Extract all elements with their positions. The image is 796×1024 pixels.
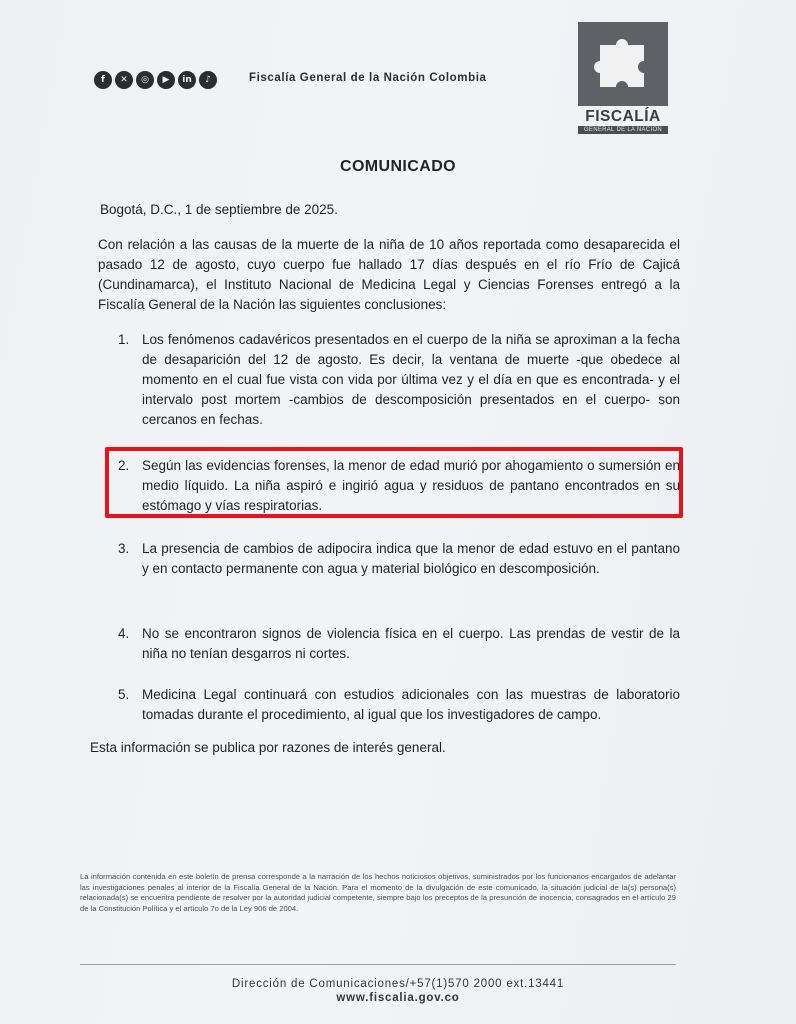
item-text: Los fenómenos cadavéricos presentados en el cuerpo de la niña se aproximan a la fecha de desaparición del 12 de agosto. Es decir, la ventana de muerte -que obedece al momento en el cual fue vista con vida por última vez y el día en que es encontrada- y el intervalo post mortem -cambios de descomposición presentados en el cuerpo- son cercanos en fechas. bbox=[142, 332, 680, 427]
logo-text: FISCALÍA bbox=[585, 108, 661, 125]
social-icons bbox=[94, 71, 217, 89]
item-text: No se encontraron signos de violencia física en el cuerpo. Las prendas de vestir de la niña no tenían desgarros ni cortes. bbox=[142, 626, 680, 661]
item-number: 5. bbox=[118, 687, 130, 702]
list-item bbox=[118, 685, 680, 725]
facebook-icon: f bbox=[94, 71, 112, 89]
linkedin-icon: in bbox=[178, 71, 196, 89]
tiktok-icon: ♪ bbox=[199, 71, 217, 89]
footer-divider bbox=[80, 964, 676, 965]
list-item bbox=[118, 330, 680, 430]
x-icon: ✕ bbox=[115, 71, 133, 89]
page-title: COMUNICADO bbox=[340, 158, 456, 175]
intro-paragraph: Con relación a las causas de la muerte de la niña de 10 años reportada como desaparecida el pasado 12 de agosto, cuyo cuerpo fue hallado 17 días después en el río Frío de Cajicá (Cundinamarca), el Instituto Nacional de Medicina Legal y Ciencias Forenses entregó a la Fiscalía General de la Nación las siguientes conclusiones: bbox=[98, 237, 680, 312]
fiscalia-logo bbox=[578, 22, 668, 134]
puzzle-icon bbox=[578, 22, 668, 106]
item-number: 3. bbox=[118, 541, 130, 556]
item-number: 1. bbox=[118, 332, 130, 347]
item-text: Medicina Legal continuará con estudios adicionales con las muestras de laboratorio tomadas durante el procedimiento, al igual que los investigadores de campo. bbox=[142, 687, 680, 722]
item-text: La presencia de cambios de adipocira indica que la menor de edad estuvo en el pantano y en contacto permanente con agua y material biológico en descomposición. bbox=[142, 541, 680, 576]
logo-subtext: GENERAL DE LA NACIÓN bbox=[578, 126, 668, 134]
document-date: Bogotá, D.C., 1 de septiembre de 2025. bbox=[100, 202, 338, 217]
legal-disclaimer: La información contenida en este boletín de prensa corresponde a la narración de los hechos noticiosos objetivos, suministrados por los funcionarios encargados de adelantar las investigaciones penales al interior de la Fiscalía General de la Nación. Para el momento de la divulgación de este comunicado, la situación judicial de la(s) persona(s) relacionada(s) se encuentra pendiente de resolver por la autoridad judicial competente, siempre bajo los preceptos de la presunción de inocencia, consagrados en el artículo 29 de la Constitución Política y el artículo 7o de la Ley 906 de 2004. bbox=[80, 872, 676, 913]
item-text: Según las evidencias forenses, la menor de edad murió por ahogamiento o sumersión en medio líquido. La niña aspiró e ingirió agua y residuos de pantano encontrados en su estómago y vías respiratorias. bbox=[142, 458, 680, 513]
item-number: 2. bbox=[118, 458, 130, 473]
closing-statement: Esta información se publica por razones de interés general. bbox=[90, 740, 446, 755]
list-item bbox=[118, 539, 680, 579]
item-number: 4. bbox=[118, 626, 130, 641]
instagram-icon: ◎ bbox=[136, 71, 154, 89]
list-item bbox=[118, 624, 680, 664]
highlight-box bbox=[105, 447, 683, 518]
footer-contact: Dirección de Comunicaciones/+57(1)570 2000 ext.13441 bbox=[231, 978, 565, 990]
org-name: Fiscalía General de la Nación Colombia bbox=[249, 72, 487, 84]
youtube-icon: ▶ bbox=[157, 71, 175, 89]
footer-website: www.fiscalia.gov.co bbox=[336, 992, 460, 1004]
